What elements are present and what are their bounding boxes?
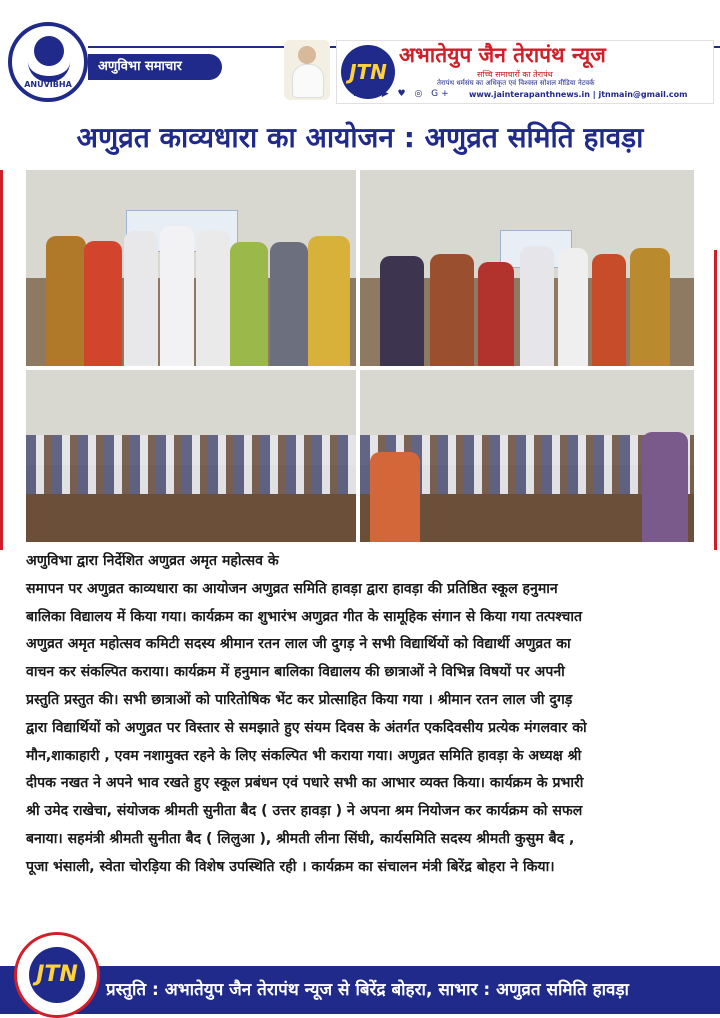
header [0, 0, 720, 112]
jtn-contact[interactable]: www.jainterapanthnews.in | jtnmain@gmail.com [469, 90, 688, 99]
anuvibha-logo-text: ANUVIBHA [24, 80, 72, 89]
anuvibha-news-label: अणुविभा समाचार [88, 54, 222, 80]
article-line: वाचन कर संकल्पित कराया। कार्यक्रम में हनुमान बालिका विद्यालय की छात्राओं ने विभिन्न विषयों पर अपनी [26, 664, 565, 681]
jtn-masthead [336, 40, 714, 104]
article-line: मौन,शाकाहारी , एवम नशामुक्त रहने के लिए संकल्पित भी कराया गया। अणुव्रत समिति हावड़ा के अध्यक्ष श्री [26, 747, 582, 764]
book-icon [28, 60, 70, 82]
jtn-title: अभातेयुप जैन तेरापंथ न्यूज [399, 43, 606, 67]
article-line: दीपक नखत ने अपने भाव रखते हुए स्कूल प्रबंधन एवं पधारे सभी का आभार व्यक्त किया। कार्यक्रम के प्रभारी [26, 775, 584, 792]
acharya-portrait [284, 40, 330, 100]
event-photo-3 [26, 370, 356, 542]
footer-jtn-logo [14, 932, 100, 1018]
event-photo-1 [26, 170, 356, 366]
article-line: प्रस्तुति प्रस्तुत की। सभी छात्राओं को पारितोषिक भेंट कर प्रोत्साहित किया गया । श्रीमान रतन लाल जी दुगड़ [26, 691, 573, 708]
article-line: अणुविभा द्वारा निर्देशित अणुव्रत अमृत महोत्सव के [26, 553, 279, 569]
accent-bar-left [0, 170, 3, 550]
article-line: द्वारा विद्यार्थियों को अणुव्रत पर विस्तार से समझाते हुए संयम दिवस के अंतर्गत एकदिवसीय प्रत्येक मंगलवार को [26, 719, 587, 736]
jtn-tagline: सच्चि समाचारों का तेरापंथ [477, 70, 553, 79]
article-line: अणुव्रत अमृत महोत्सव कमिटी सदस्य श्रीमान रतन लाल जी दुगड़ ने सभी विद्यार्थियों को विद्यार्थी अणुव्रत का [26, 636, 571, 653]
article-line: बालिका विद्यालय में किया गया। कार्यक्रम का शुभारंभ अणुव्रत गीत के सामूहिक संगान से किया गया तत्पश्चात [26, 608, 583, 625]
jtn-logo-mark: JTN [29, 947, 85, 1003]
jtn-logo: JTN [341, 45, 395, 99]
article-body [26, 548, 696, 882]
event-photo-4 [360, 370, 694, 542]
article-line: बनाया। सहमंत्री श्रीमती सुनीता बैद ( लिलुआ ), श्रीमती लीना सिंघी, कार्यसमिति सदस्य श्रीमती कुसुम बैद , [26, 830, 575, 847]
accent-bar-right [714, 250, 717, 550]
page-title: अणुव्रत काव्यधारा का आयोजन : अणुव्रत समिति हावड़ा [76, 121, 644, 154]
event-photo-2 [360, 170, 694, 366]
footer-credit: प्रस्तुति : अभातेयुप जैन तेरापंथ न्यूज से बिरेंद्र बोहरा, साभार : अणुव्रत समिति हावड़ा [106, 980, 629, 1000]
article-line: पूजा भंसाली, स्वेता चोरड़िया की विशेष उपस्थिति रही । कार्यक्रम का संचालन मंत्री बिरेंद्र बोहरा ने किया। [26, 858, 555, 875]
article-line: समापन पर अणुव्रत काव्यधारा का आयोजन अणुव्रत समिति हावड़ा द्वारा हावड़ा की प्रतिष्ठित स्कूल हनुमान [26, 580, 558, 597]
jtn-description: तेरापंथ धर्मसंघ का अधिकृत एवं विश्वस्त सोशल मीडिया नेटवर्क [437, 79, 595, 87]
article-line: श्री उमेद राखेचा, संयोजक श्रीमती सुनीता बैद ( उत्तर हावड़ा ) ने अपना श्रम नियोजन कर कार्यक्रम को सफल [26, 803, 583, 820]
social-icons[interactable]: f ◎ ▶ ♥ ◎ G+ [353, 89, 452, 99]
anuvibha-logo [8, 22, 88, 102]
